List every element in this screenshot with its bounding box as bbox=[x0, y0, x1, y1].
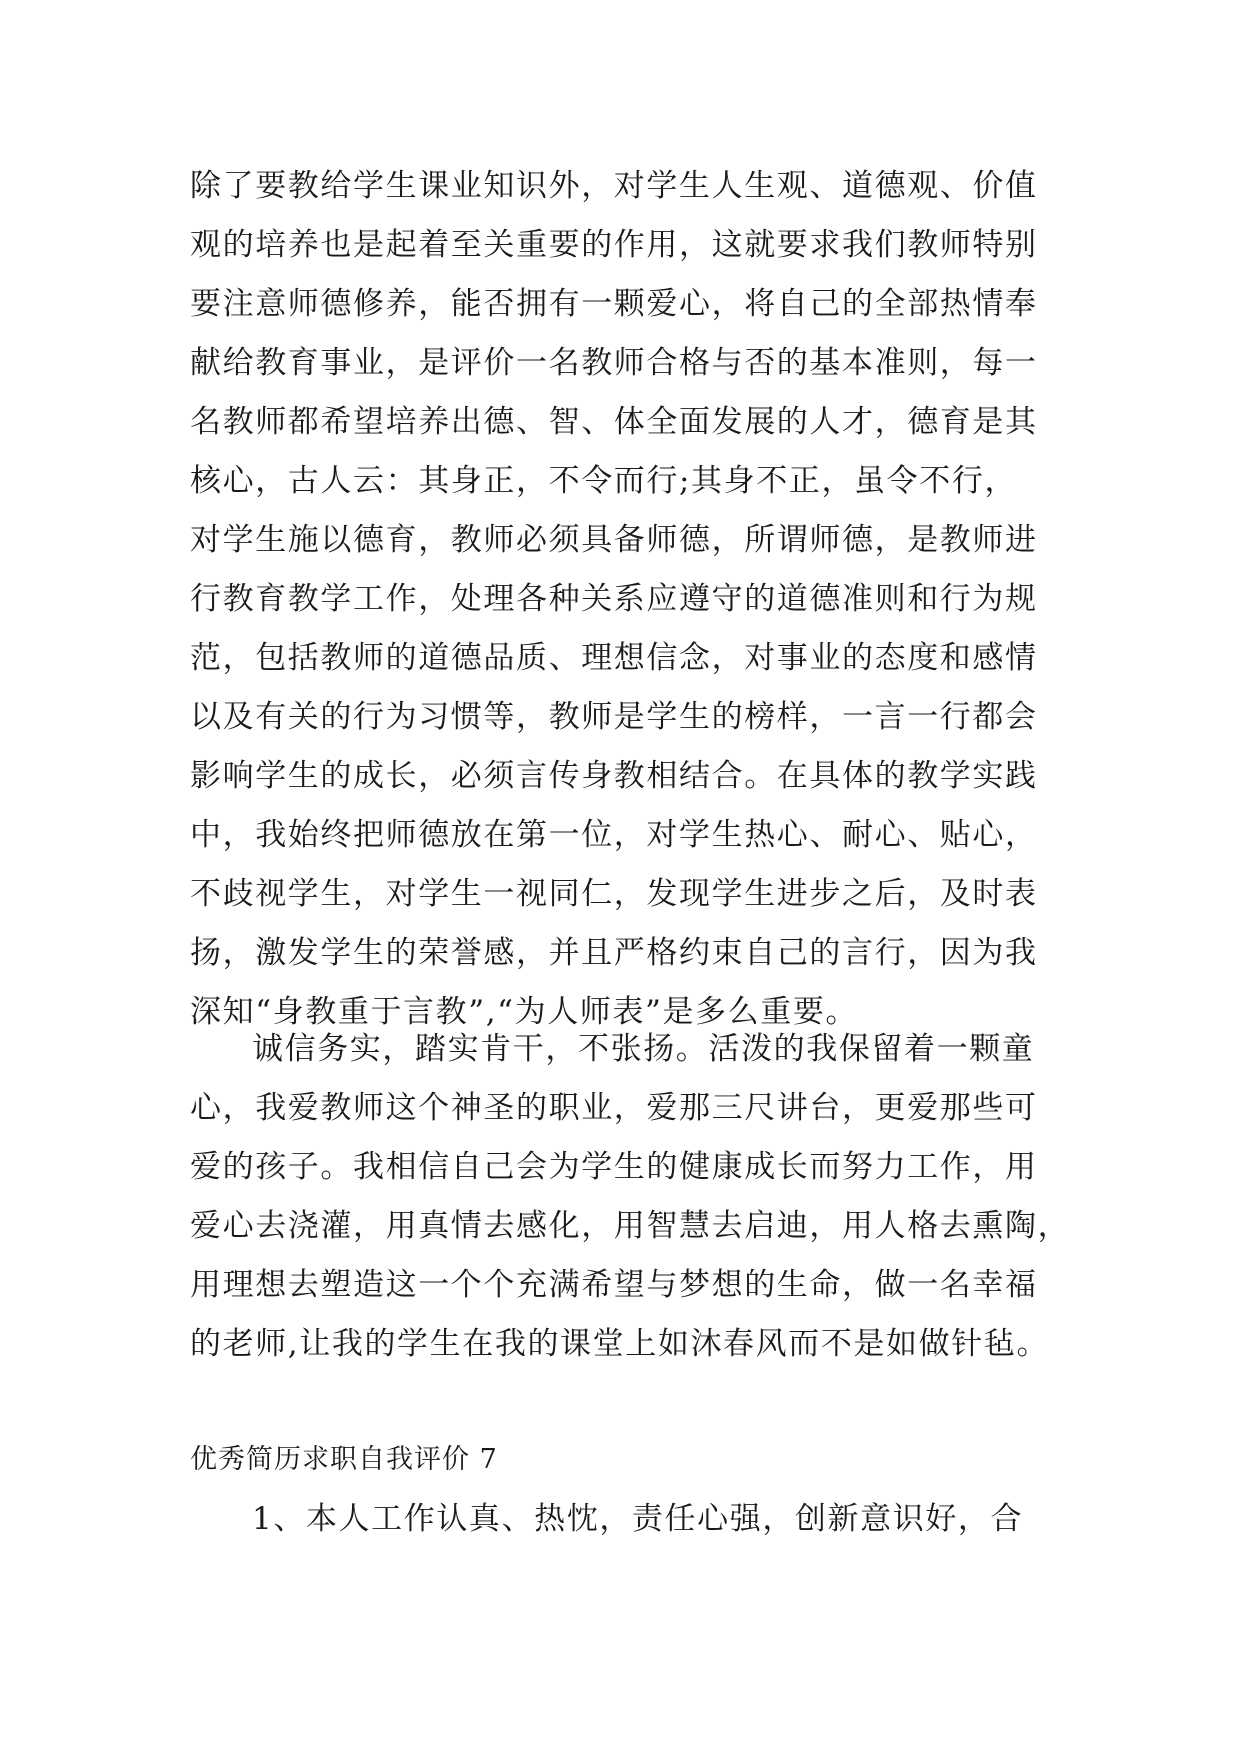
section-heading: 优秀简历求职自我评价 7 bbox=[190, 1444, 498, 1475]
text-line: 除了要教给学生课业知识外，对学生人生观、道德观、价值 bbox=[190, 168, 1038, 204]
paragraph-teacher-ethics bbox=[190, 157, 1070, 1042]
text-line: 中，我始终把师德放在第一位，对学生热心、耐心、贴心， bbox=[190, 817, 1038, 853]
text-line: 爱的孩子。我相信自己会为学生的健康成长而努力工作，用 bbox=[190, 1149, 1038, 1185]
text-line: 范，包括教师的道德品质、理想信念，对事业的态度和感情 bbox=[190, 640, 1038, 676]
text-line: 要注意师德修养，能否拥有一颗爱心，将自己的全部热情奉 bbox=[190, 286, 1038, 322]
text-line: 核心，古人云：其身正，不令而行;其身不正，虽令不行， bbox=[190, 463, 1018, 499]
text-line: 名教师都希望培养出德、智、体全面发展的人才，德育是其 bbox=[190, 404, 1038, 440]
text-line: 不歧视学生，对学生一视同仁，发现学生进步之后，及时表 bbox=[190, 876, 1038, 912]
text-line: 对学生施以德育，教师必须具备师德，所谓师德，是教师进 bbox=[190, 522, 1038, 558]
text-line: 观的培养也是起着至关重要的作用，这就要求我们教师特别 bbox=[190, 227, 1038, 263]
text-line: 爱心去浇灌，用真情去感化，用智慧去启迪，用人格去熏陶， bbox=[190, 1208, 1071, 1244]
text-line: 的老师,让我的学生在我的课堂上如沐春风而不是如做针毡。 bbox=[190, 1326, 1050, 1362]
text-line: 行教育教学工作，处理各种关系应遵守的道德准则和行为规 bbox=[190, 581, 1038, 617]
text-line: 扬，激发学生的荣誉感，并且严格约束自己的言行，因为我 bbox=[190, 935, 1038, 971]
text-line: 诚信务实，踏实肯干，不张扬。活泼的我保留着一颗童 bbox=[252, 1031, 1035, 1067]
text-line: 1、本人工作认真、热忱，责任心强，创新意识好，合 bbox=[252, 1501, 1024, 1537]
text-line: 以及有关的行为习惯等，教师是学生的榜样，一言一行都会 bbox=[190, 699, 1038, 735]
text-line: 用理想去塑造这一个个充满希望与梦想的生命，做一名幸福 bbox=[190, 1267, 1038, 1303]
text-line: 心，我爱教师这个神圣的职业，爱那三尺讲台，更爱那些可 bbox=[190, 1090, 1038, 1126]
paragraph-self-evaluation bbox=[190, 1490, 1070, 1549]
paragraph-honesty bbox=[190, 1020, 1070, 1374]
text-line: 深知“身教重于言教”,“为人师表”是多么重要。 bbox=[190, 994, 859, 1030]
text-line: 影响学生的成长，必须言传身教相结合。在具体的教学实践 bbox=[190, 758, 1038, 794]
text-line: 献给教育事业，是评价一名教师合格与否的基本准则，每一 bbox=[190, 345, 1038, 381]
